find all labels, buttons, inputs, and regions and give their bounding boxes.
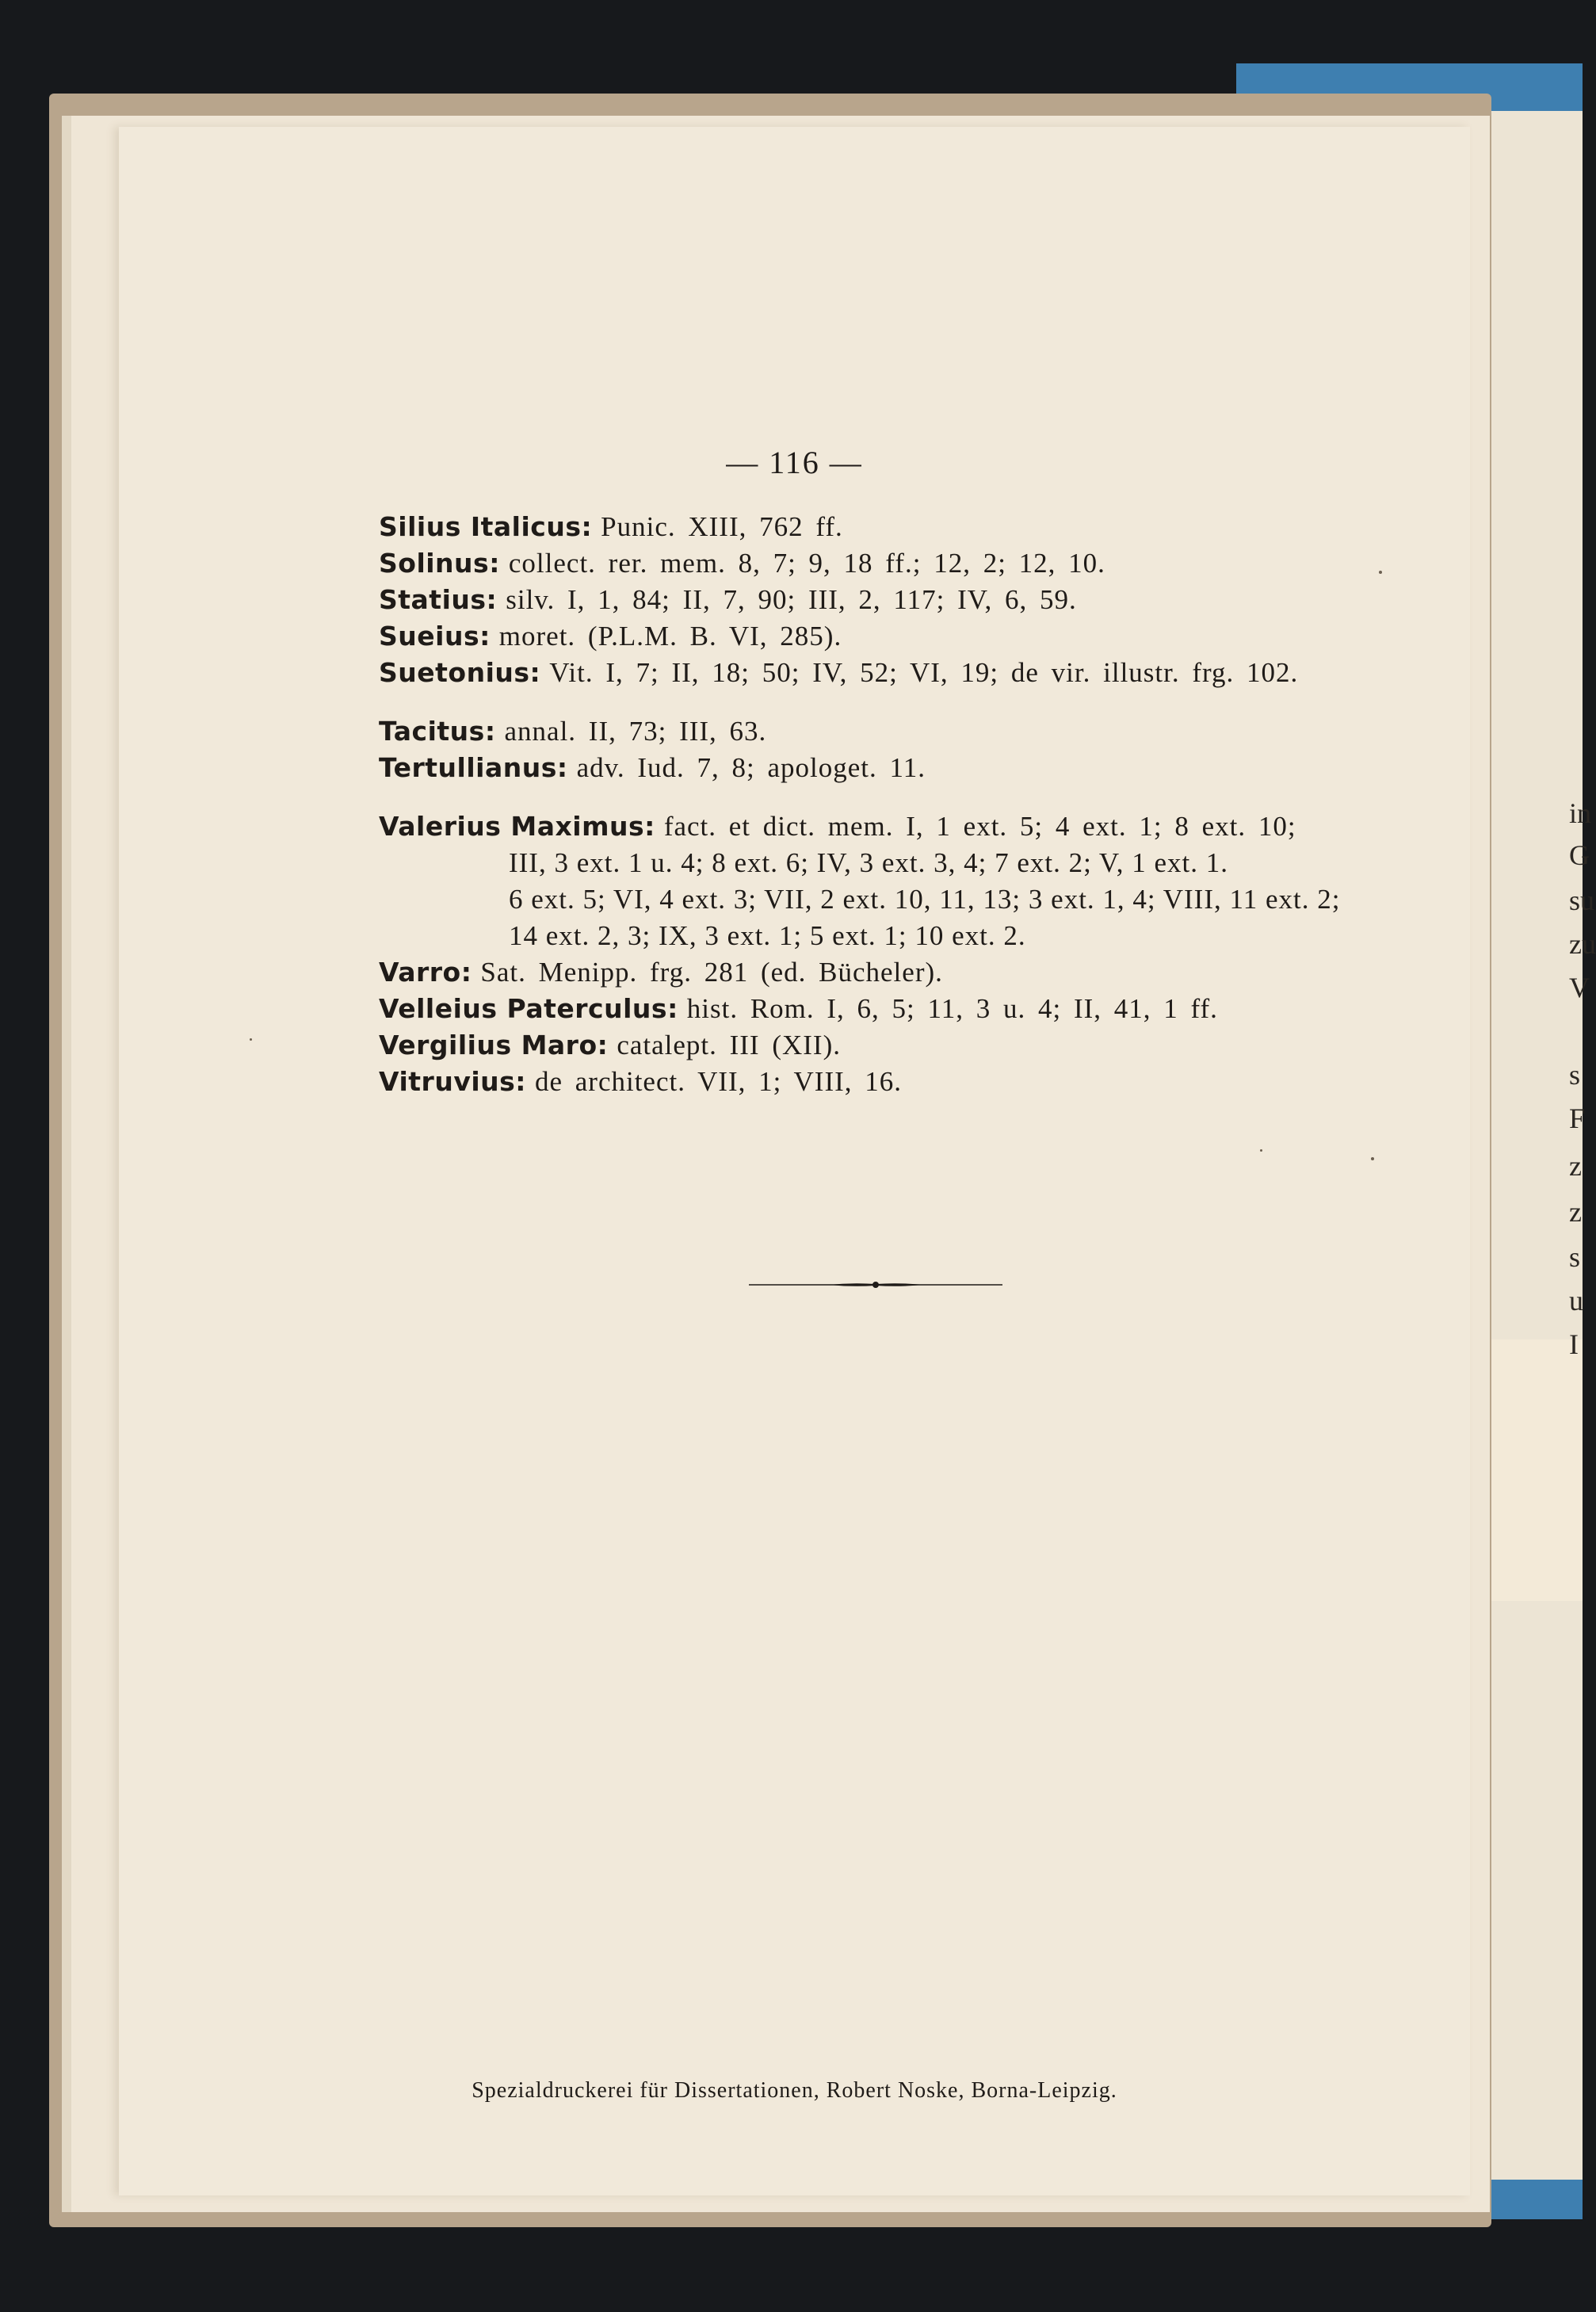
facing-page-fragment: zu — [1569, 928, 1596, 960]
facing-page-fragment: F — [1569, 1102, 1586, 1134]
reference-line: de architect. VII, 1; VIII, 16. — [534, 1066, 903, 1097]
author-name: Vitruvius — [379, 1066, 516, 1097]
index-entry: Statius: silv. I, 1, 84; II, 7, 90; III, 2, 117; IV, 6, 59. — [379, 584, 1077, 615]
facing-page-fragment: s — [1569, 1241, 1581, 1273]
facing-page-fragment: z — [1569, 1150, 1582, 1182]
facing-page-fragment: in — [1569, 797, 1592, 829]
reference-line: Punic. XIII, 762 ff. — [601, 511, 843, 542]
book-page — [119, 127, 1470, 2195]
author-name: Statius — [379, 584, 487, 615]
reference-line: Vit. I, 7; II, 18; 50; IV, 52; VI, 19; de vir. illustr. frg. 102. — [549, 657, 1299, 688]
facing-page-fragment: su — [1569, 885, 1595, 916]
facing-page-fragment: V — [1569, 972, 1590, 1003]
reference-line: Sat. Menipp. frg. 281 (ed. Bücheler). — [480, 957, 943, 988]
printer-imprint: Spezialdruckerei für Dissertationen, Robert Noske, Borna-Leipzig. — [472, 2078, 1117, 2103]
facing-page-fragment: G — [1569, 839, 1590, 871]
reference-line: annal. II, 73; III, 63. — [504, 716, 767, 747]
author-name: Velleius Paterculus — [379, 993, 668, 1024]
index-entry: Valerius Maximus: fact. et dict. mem. I, 1 ext. 5; 4 ext. 1; 8 ext. 10; III, 3 ext. 1 u. 4; 8 ext. 6; IV, 3 ext. 3, 4; 7 ext. 2; V, 1 ext. 1. 6 ext. 5; VI, 4 ext. 3; VII, 2 ext. 10, 11, 13; 3 ext. 1, 4; VIII, 11 ext. 2; 14 ext. 2, 3; IX, 3 ext. 1; 5 ext. 1; 10 ext. 2. — [379, 811, 1341, 951]
reference-line: adv. Iud. 7, 8; apologet. 11. — [576, 752, 926, 783]
author-name: Tertullianus — [379, 752, 557, 783]
index-entry: Velleius Paterculus: hist. Rom. I, 6, 5; 11, 3 u. 4; II, 41, 1 ff. — [379, 993, 1218, 1024]
index-entry: Tertullianus: adv. Iud. 7, 8; apologet. 11. — [379, 752, 926, 783]
reference-line: silv. I, 1, 84; II, 7, 90; III, 2, 117; IV, 6, 59. — [506, 584, 1077, 615]
index-entry: Vitruvius: de architect. VII, 1; VIII, 16. — [379, 1066, 903, 1097]
facing-page-fragment: z — [1569, 1196, 1582, 1228]
ornament-rule — [749, 1280, 1002, 1290]
reference-line: collect. rer. mem. 8, 7; 9, 18 ff.; 12, 2; 12, 10. — [508, 548, 1105, 579]
index-entry: Solinus: collect. rer. mem. 8, 7; 9, 18 ff.; 12, 2; 12, 10. — [379, 548, 1105, 579]
paper-speck — [1260, 1149, 1262, 1152]
reference-line: III, 3 ext. 1 u. 4; 8 ext. 6; IV, 3 ext. 3, 4; 7 ext. 2; V, 1 ext. 1. — [509, 847, 1228, 878]
reference-line: hist. Rom. I, 6, 5; 11, 3 u. 4; II, 41, 1 ff. — [686, 993, 1218, 1024]
reference-line: catalept. III (XII). — [617, 1030, 841, 1060]
reference-line: 14 ext. 2, 3; IX, 3 ext. 1; 5 ext. 1; 10 ext. 2. — [509, 920, 1026, 951]
index-entry: Silius Italicus: Punic. XIII, 762 ff. — [379, 511, 843, 542]
index-entry: Varro: Sat. Menipp. frg. 281 (ed. Bücheler). — [379, 957, 943, 988]
author-name: Tacitus — [379, 716, 485, 747]
paper-speck — [250, 1038, 252, 1041]
paper-speck — [1379, 571, 1382, 574]
author-index — [379, 509, 1528, 1100]
facing-page-fragment: s — [1569, 1059, 1581, 1091]
reference-line: fact. et dict. mem. I, 1 ext. 5; 4 ext. 1; 8 ext. 10; — [663, 811, 1296, 842]
index-entry: Suetonius: Vit. I, 7; II, 18; 50; IV, 52; VI, 19; de vir. illustr. frg. 102. — [379, 657, 1299, 688]
author-name: Vergilius Maro — [379, 1030, 598, 1060]
author-name: Suetonius — [379, 657, 530, 688]
author-name: Sueius — [379, 621, 480, 652]
index-entry: Tacitus: annal. II, 73; III, 63. — [379, 716, 767, 747]
reference-line: moret. (P.L.M. B. VI, 285). — [498, 621, 842, 652]
page-number: — 116 — — [726, 445, 863, 480]
index-entry: Sueius: moret. (P.L.M. B. VI, 285). — [379, 621, 842, 652]
author-name: Varro — [379, 957, 461, 988]
paper-speck — [1371, 1157, 1374, 1160]
author-name: Solinus — [379, 548, 490, 579]
facing-page-fragment: I — [1569, 1328, 1579, 1360]
facing-page-edge — [1482, 111, 1583, 2180]
index-entry: Vergilius Maro: catalept. III (XII). — [379, 1030, 841, 1060]
author-name: Valerius Maximus — [379, 811, 645, 842]
facing-page-fragment: u — [1569, 1285, 1583, 1317]
author-name: Silius Italicus — [379, 511, 582, 542]
reference-line: 6 ext. 5; VI, 4 ext. 3; VII, 2 ext. 10, 11, 13; 3 ext. 1, 4; VIII, 11 ext. 2; — [509, 884, 1341, 915]
